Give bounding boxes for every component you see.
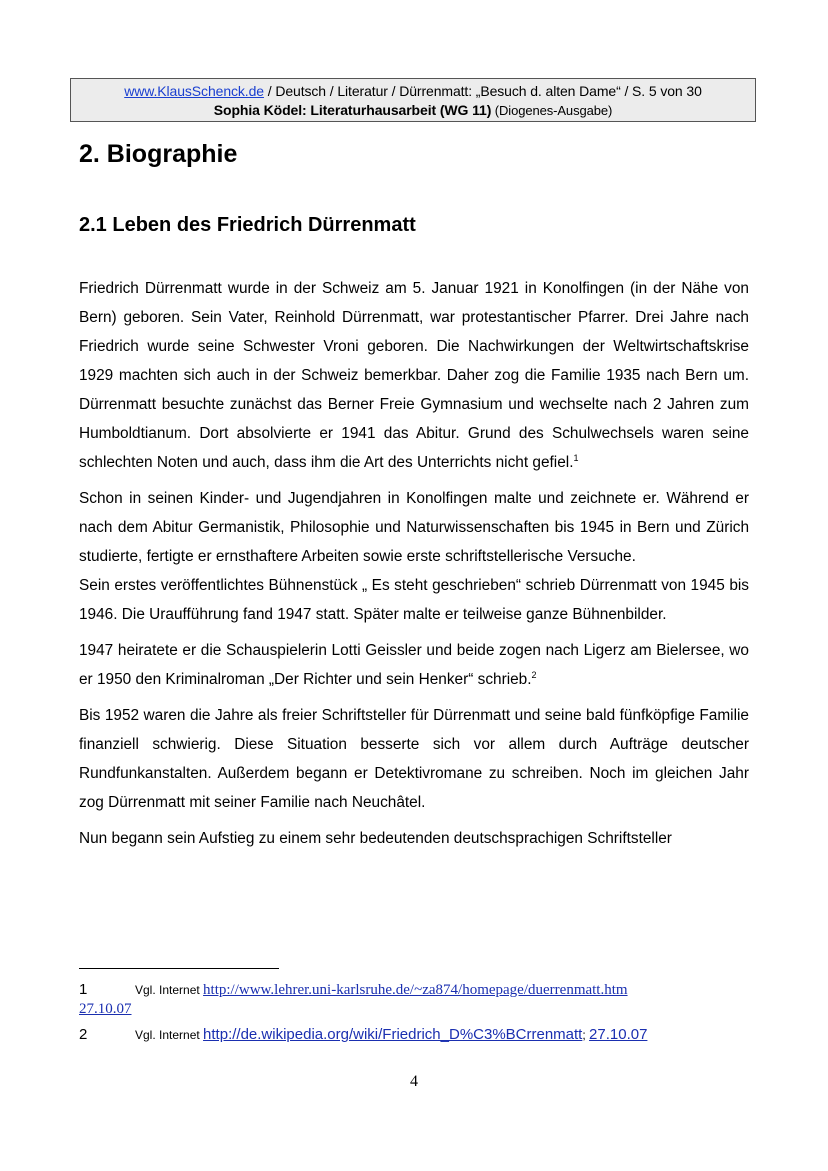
paragraph-1-text: Friedrich Dürrenmatt wurde in der Schweiz am 5. Januar 1921 in Konolfingen (in der Nähe von Bern) geboren. Sein Vater, Reinhold Dürrenmatt, war protestantischer Pfarrer. Drei Jahre nach Friedrich wurde seine Schwester Vroni geboren. Die Nachwirkungen der Weltwirtschaftskrise 1929 machten sich auch in der Schweiz bemerkbar. Daher zog die Familie 1935 nach Bern um. Dürrenmatt besuchte zunächst das Berner Freie Gymnasium und wechselte nach 2 Jahren zum Humboldtianum. Dort absolvierte er 1941 das Abitur. Grund des Schulwechsels waren seine schlechten Noten und auch, dass ihm die Art des Unterrichts nicht gefiel. xyxy=(79,280,749,471)
paragraph-6: Nun begann sein Aufstieg zu einem sehr bedeutenden deutschsprachigen Schriftsteller xyxy=(79,830,672,847)
header-line-2 xyxy=(71,101,755,120)
footnote-separator: ; xyxy=(582,1028,590,1042)
paragraph-5: Bis 1952 waren die Jahre als freier Schriftsteller für Dürrenmatt und seine bald fünfköpfige Familie finanziell schwierig. Diese Situation besserte sich vor allem durch Aufträge deutscher Rundfunkanstalten. Außerdem begann er Detektivromane zu schreiben. Noch im gleichen Jahr zog Dürrenmatt mit seiner Familie nach Neuchâtel. xyxy=(79,707,749,811)
footnote-number: 2 xyxy=(79,1026,88,1043)
footnote-ref-1[interactable]: 1 xyxy=(573,453,579,463)
footnote-link[interactable]: http://de.wikipedia.org/wiki/Friedrich_D%C3%BCrrenmatt xyxy=(203,1026,583,1043)
header-line-1 xyxy=(71,82,755,101)
paragraph-1 xyxy=(79,274,749,477)
edition-note: (Diogenes-Ausgabe) xyxy=(491,103,613,118)
footnote-divider xyxy=(79,968,279,969)
body-text xyxy=(79,274,749,860)
footnote-lead: Vgl. Internet xyxy=(135,1028,204,1042)
footnote-2 xyxy=(79,1026,759,1044)
paragraph-3: Sein erstes veröffentlichtes Bühnenstück „ Es steht geschrieben“ schrieb Dürrenmatt von 1945 bis 1946. Die Uraufführung fand 1947 statt. Später malte er teilweise ganze Bühnenbilder. xyxy=(79,577,749,623)
site-link[interactable]: www.KlausSchenck.de xyxy=(124,83,264,99)
footnote-date[interactable]: 27.10.07 xyxy=(589,1026,648,1043)
paragraph-2: Schon in seinen Kinder- und Jugendjahren in Konolfingen malte und zeichnete er. Während er nach dem Abitur Germanistik, Philosophie und Naturwissenschaften bis 1945 in Bern und Zürich studierte, fertigte er ernsthaftere Arbeiten sowie erste schriftstellerische Versuche. xyxy=(79,490,749,565)
footnote-link[interactable]: http://www.lehrer.uni-karlsruhe.de/~za874/homepage/duerrenmatt.htm xyxy=(203,982,628,998)
footnote-lead: Vgl. Internet xyxy=(135,983,204,997)
footnote-date[interactable]: 27.10.07 xyxy=(79,1001,132,1017)
footnote-ref-2[interactable]: 2 xyxy=(531,670,537,680)
page-number: 4 xyxy=(410,1073,418,1090)
paragraph-4 xyxy=(79,636,749,694)
footnote-number: 1 xyxy=(79,981,88,998)
author-line: Sophia Ködel: Literaturhausarbeit (WG 11) xyxy=(213,102,492,118)
paragraph-4-text: 1947 heiratete er die Schauspielerin Lotti Geissler und beide zogen nach Ligerz am Bielersee, wo er 1950 den Kriminalroman „Der Richter und sein Henker“ schrieb. xyxy=(79,642,749,688)
header-box xyxy=(70,78,756,122)
header-path: / Deutsch / Literatur / Dürrenmatt: „Besuch d. alten Dame“ / S. 5 von 30 xyxy=(263,83,702,99)
chapter-heading: 2. Biographie xyxy=(79,140,238,168)
section-heading: 2.1 Leben des Friedrich Dürrenmatt xyxy=(79,214,416,236)
footnote-1 xyxy=(79,981,759,1018)
